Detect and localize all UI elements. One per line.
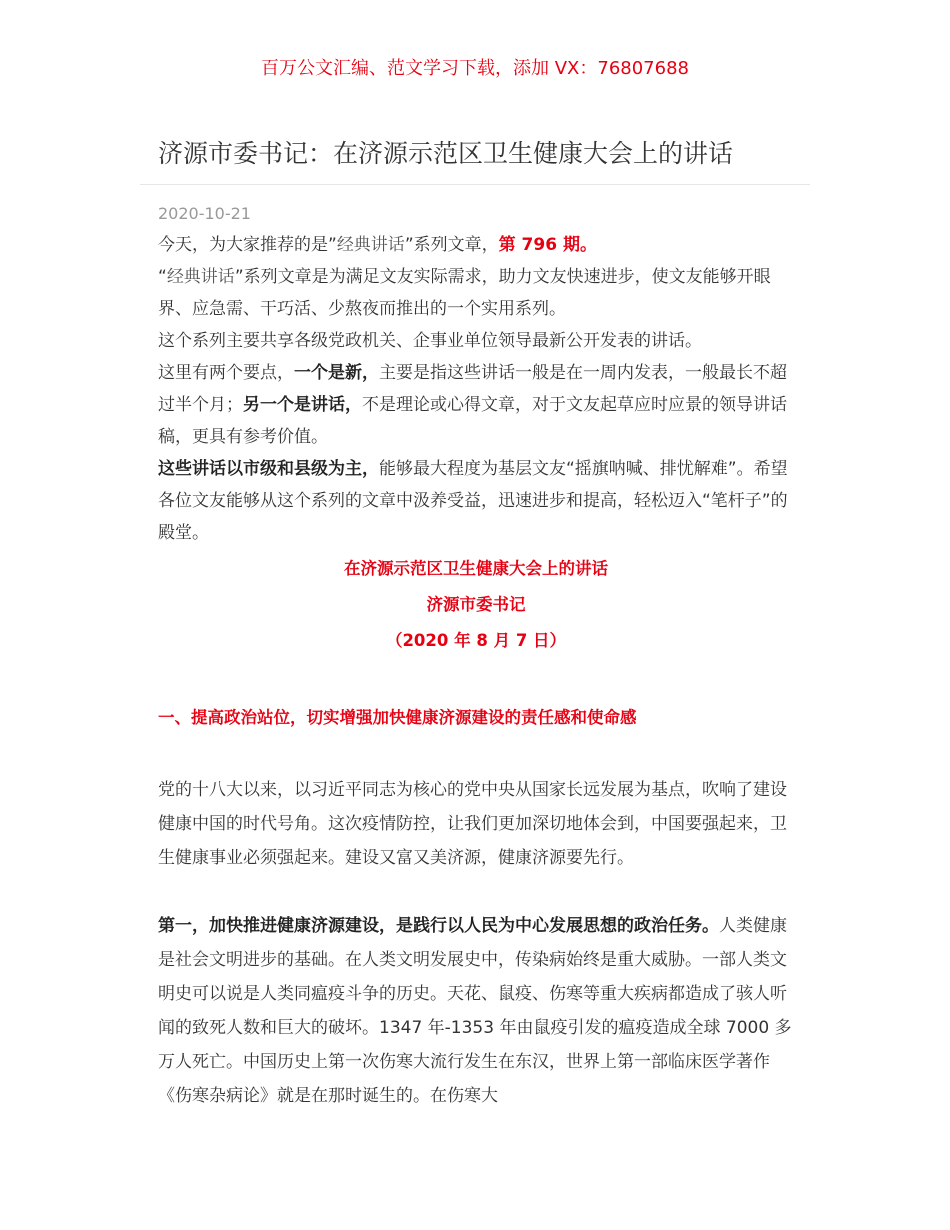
speech-title: 在济源示范区卫生健康大会上的讲话 (344, 559, 608, 578)
speech-paragraph-1: 党的十八大以来，以习近平同志为核心的党中央从国家长远发展为基点，吹响了建设健康中国的时代号角。这次疫情防控，让我们更加深切地体会到，中国要强起来，卫生健康事业必须强起来。建设又富又美济源，健康济源要先行。 (158, 780, 787, 868)
intro-text: 这里有两个要点， (158, 363, 294, 383)
intro-text: 主要是指这些讲话一般是在一周内发表，一般最长不超过半个月； (158, 363, 787, 415)
intro-text: “ (158, 267, 167, 287)
key-point-speech: 另一个是讲话， (243, 395, 362, 415)
intro-text: ”系列文章是为满足文友实际需求，助力文友快速进步，使文友能够开眼界、应急需、干巧活、少熬夜而推出的一个实用系列。 (158, 267, 771, 319)
intro-text: ”系列文章， (404, 235, 499, 255)
intro-paragraph-3: 这个系列主要共享各级党政机关、企事业单位领导最新公开发表的讲话。 (158, 331, 702, 351)
intro-text: 能够最大程度为基层文友“摇旗呐喊、排忧解难”。希望各位文友能够从这个系列的文章中汲养受益，迅速进步和提高，轻松迈入“笔杆子”的殿堂。 (158, 459, 788, 543)
series-name: 经典讲话 (336, 235, 405, 255)
speech-date: （2020 年 8 月 7 日） (385, 631, 567, 650)
publish-date: 2020-10-21 (158, 204, 251, 223)
paragraph-lead: 第一，加快推进健康济源建设，是践行以人民为中心发展思想的政治任务。 (158, 916, 719, 936)
intro-text: 不是理论或心得文章，对于文友起草应时应景的领导讲话稿，更具有参考价值。 (158, 395, 787, 447)
intro-text: 今天，为大家推荐的是” (158, 235, 337, 255)
key-point-new: 一个是新， (294, 363, 379, 383)
section-heading-1: 一、提高政治站位，切实增强加快健康济源建设的责任感和使命感 (158, 708, 637, 727)
intro-paragraph-2 (158, 261, 794, 325)
issue-number: 第 796 期。 (498, 235, 597, 255)
series-name: 经典讲话 (166, 267, 235, 287)
promo-banner: 百万公文汇编、范文学习下载，添加 VX：76807688 (261, 58, 689, 79)
speech-speaker: 济源市委书记 (426, 595, 526, 614)
intro-paragraph-4 (158, 357, 794, 453)
article-title: 济源市委书记：在济源示范区卫生健康大会上的讲话 (158, 139, 734, 168)
paragraph-text: 人类健康是社会文明进步的基础。在人类文明发展史中，传染病始终是重大威胁。一部人类文明史可以说是人类同瘟疫斗争的历史。天花、鼠疫、伤寒等重大疾病都造成了骇人听闻的致死人数和巨大的破坏。1347 年-1353 年由鼠疫引发的瘟疫造成全球 7000 多万人死亡。中国历史上第一次伤寒大流行发生在东汉，世界上第一部临床医学著作《伤寒杂病论》就是在那时诞生的。在伤寒大 (158, 916, 792, 1106)
intro-paragraph-1 (158, 229, 794, 261)
intro-paragraph-5 (158, 453, 794, 549)
key-point-level: 这些讲话以市级和县级为主， (158, 459, 379, 479)
title-divider (140, 184, 810, 185)
speech-paragraph-2 (158, 909, 794, 1113)
article-body (158, 229, 794, 1113)
